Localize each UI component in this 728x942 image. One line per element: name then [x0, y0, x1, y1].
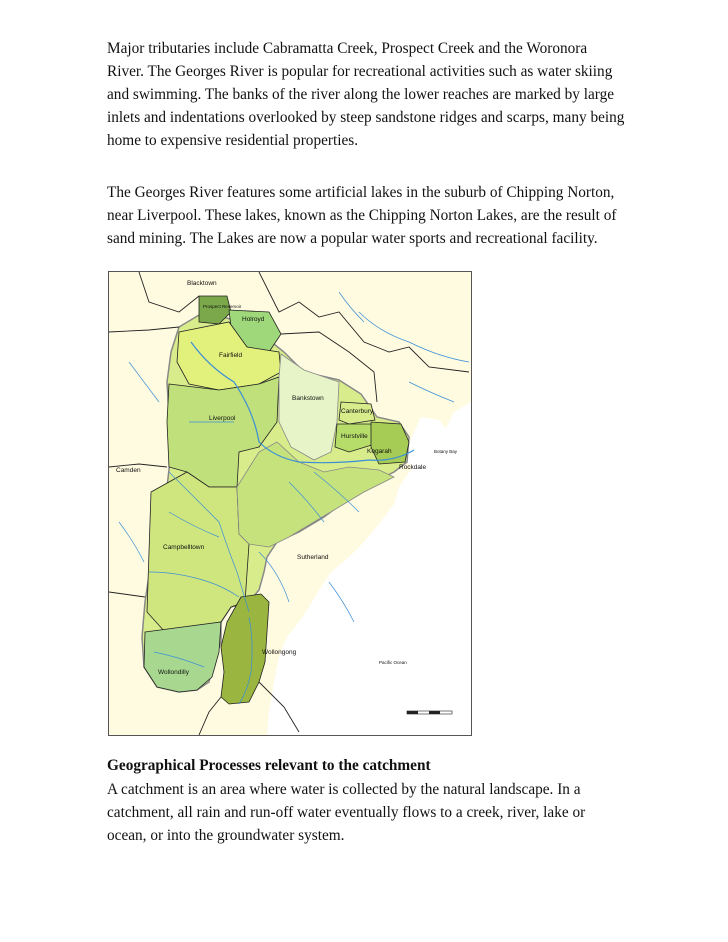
map-label-botany-bay: Botany Bay — [434, 449, 458, 454]
paragraph-lakes: The Georges River features some artificial lakes in the suburb of Chipping Norton, near Liverpool. These lakes, known as the Chipping Norton Lakes, are the result of sand mining. The Lakes are now a popular water sports and recreational facility. — [107, 184, 617, 247]
map-label-holroyd: Holroyd — [242, 316, 265, 323]
map-label-wollongong: Wollongong — [262, 649, 297, 656]
paragraph-tributaries: Major tributaries include Cabramatta Creek, Prospect Creek and the Woronora River. The Georges River is popular for recreational activities such as water skiing and swimming. The banks of the river along the lower reaches are marked by large inlets and indentations overlooked by steep sandstone ridges and scarps, many being home to expensive residential properties. — [107, 40, 625, 149]
catchment-map — [108, 271, 472, 736]
map-label-liverpool: Liverpool — [209, 415, 236, 422]
map-label-canterbury: Canterbury — [341, 408, 374, 415]
map-label-hurstville: Hurstville — [341, 433, 368, 440]
map-label-prospect: Prospect Reservoir — [203, 304, 242, 309]
scale-bar — [407, 711, 452, 714]
paragraph-catchment: A catchment is an area where water is collected by the natural landscape. In a catchment, all rain and run-off water eventually flows to a creek, river, lake or ocean, or into the groundwater system. — [107, 781, 586, 844]
map-label-campbelltown: Campbelltown — [163, 544, 205, 551]
catchment-map-svg — [109, 272, 471, 735]
map-label-wollondilly: Wollondilly — [158, 669, 189, 676]
map-label-rockdale: Rockdale — [399, 464, 427, 471]
map-label-sutherland: Sutherland — [297, 554, 329, 561]
map-label-kogarah: Kogarah — [367, 448, 392, 455]
map-label-blacktown: Blacktown — [187, 280, 217, 287]
map-label-camden: Camden — [116, 467, 141, 474]
kogarah-area — [371, 422, 409, 464]
map-label-bankstown: Bankstown — [292, 395, 324, 402]
section-heading: Geographical Processes relevant to the catchment — [107, 757, 431, 774]
map-label-pacific-ocean: Pacific Ocean — [379, 660, 407, 665]
map-label-fairfield: Fairfield — [219, 352, 243, 359]
